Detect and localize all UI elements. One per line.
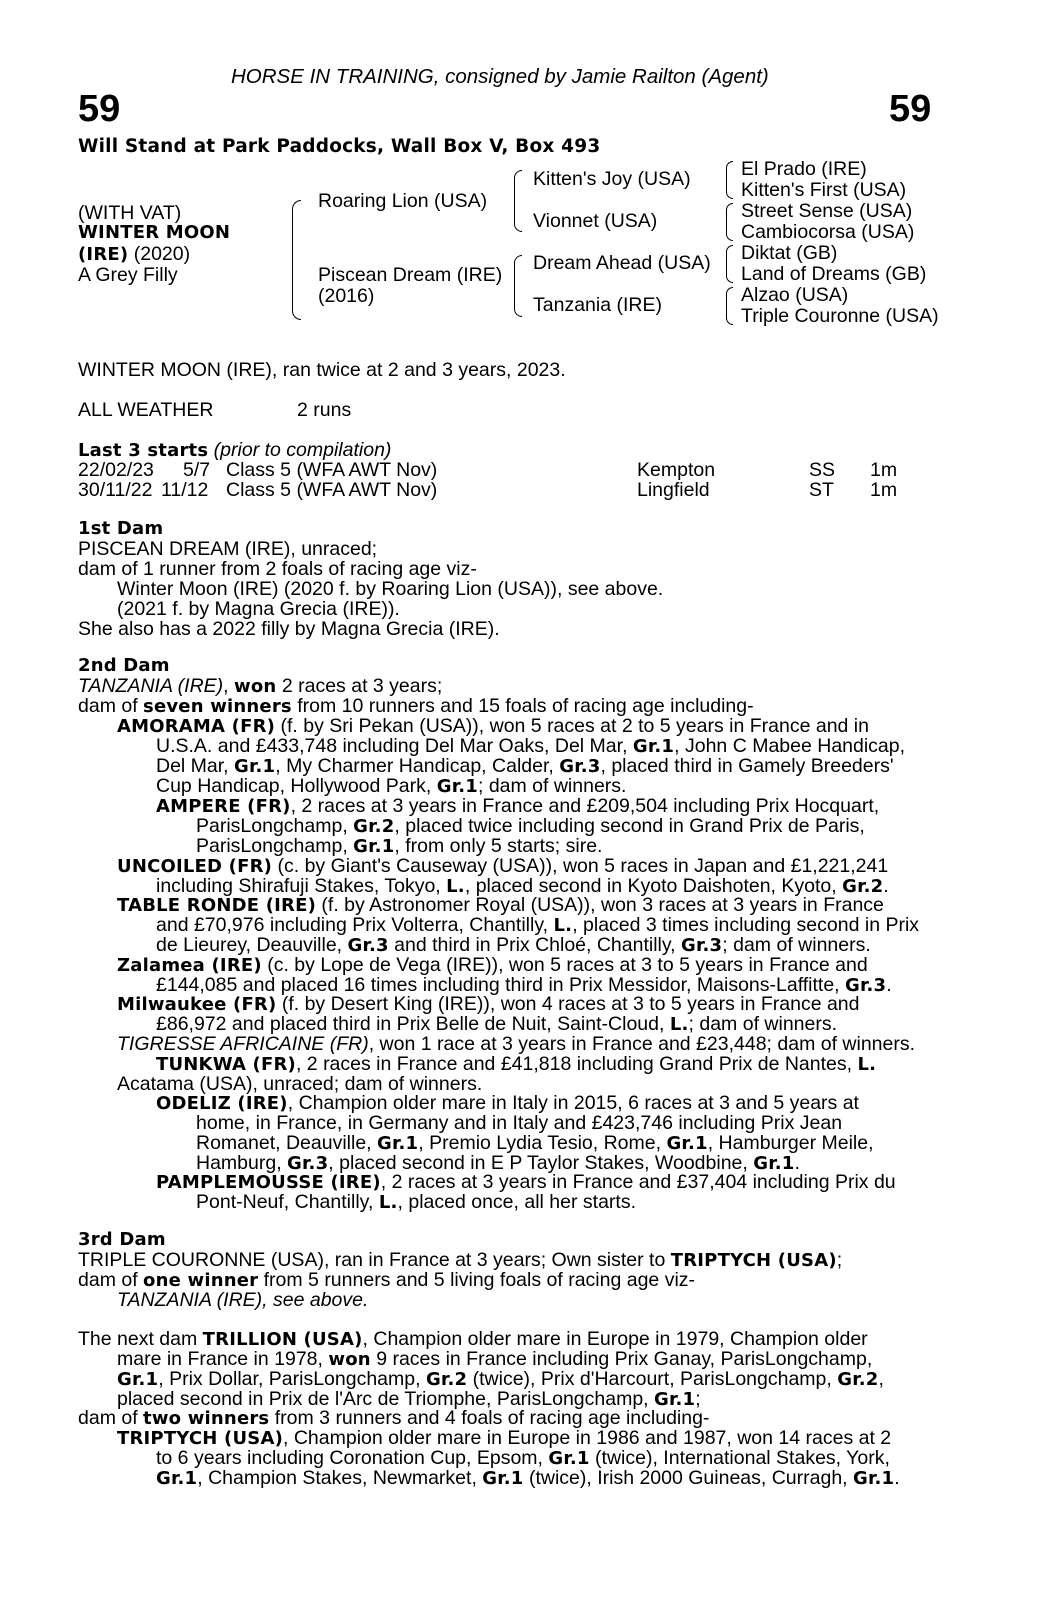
pedigree-sds: Street Sense (USA) <box>741 200 913 222</box>
pedigree-brace-3b <box>726 203 733 241</box>
produce-text: home, in France, in Germany and in Italy and £423,746 including Prix Jean <box>196 1112 843 1134</box>
start-position: 11/12 <box>161 479 209 501</box>
produce-pamplemousse: PAMPLEMOUSSE (IRE), 2 races at 3 years in France and £37,404 including Prix du <box>156 1171 896 1193</box>
pedigree-dsd: Land of Dreams (GB) <box>741 263 927 285</box>
second-dam-text: TANZANIA (IRE), won 2 races at 3 years; <box>78 675 443 697</box>
pedigree-sdd: Cambiocorsa (USA) <box>741 221 915 243</box>
produce-text: and £70,976 including Prix Volterra, Chantilly, L., placed 3 times including second in Prix <box>156 914 920 936</box>
produce-text: ParisLongchamp, Gr.2, placed twice including second in Grand Prix de Paris, <box>196 815 865 837</box>
produce-amorama: AMORAMA (FR) (f. by Sri Pekan (USA)), won 5 races at 2 to 5 years in France and in <box>117 715 869 737</box>
produce-text: Pont-Neuf, Chantilly, L., placed once, all her starts. <box>196 1191 636 1213</box>
start-date: 22/02/23 <box>78 459 154 481</box>
produce-text: £144,085 and placed 16 times including third in Prix Messidor, Maisons-Laffitte, Gr.3. <box>156 974 892 996</box>
next-dam-text: Gr.1, Prix Dollar, ParisLongchamp, Gr.2 (twice), Prix d'Harcourt, ParisLongchamp, Gr.2, <box>117 1368 884 1390</box>
next-dam-text: mare in France in 1978, won 9 races in France including Prix Ganay, ParisLongchamp, <box>117 1348 873 1370</box>
produce-triptych: TRIPTYCH (USA), Champion older mare in Europe in 1986 and 1987, won 14 races at 2 <box>117 1427 892 1449</box>
pedigree-ssd: Kitten's First (USA) <box>741 179 907 201</box>
produce-text: to 6 years including Coronation Cup, Epsom, Gr.1 (twice), International Stakes, York, <box>156 1447 890 1469</box>
produce-text: U.S.A. and £433,748 including Del Mar Oaks, Del Mar, Gr.1, John C Mabee Handicap, <box>156 735 906 757</box>
first-dam-heading: 1st Dam <box>78 518 164 539</box>
pedigree-brace-2a <box>514 170 522 232</box>
start-race: Class 5 (WFA AWT Nov) <box>226 459 438 481</box>
pedigree-brace-3c <box>726 245 733 283</box>
start-course: Lingfield <box>637 479 710 501</box>
third-dam-produce: TANZANIA (IRE), see above. <box>117 1289 369 1311</box>
last-starts-heading: Last 3 starts (prior to compilation) <box>78 439 392 461</box>
start-going: SS <box>809 459 836 481</box>
lot-number-left: 59 <box>78 88 121 130</box>
first-dam-text: dam of 1 runner from 2 foals of racing age viz- <box>78 558 477 580</box>
produce-text: Del Mar, Gr.1, My Charmer Handicap, Calder, Gr.3, placed third in Gamely Breeders' <box>156 755 894 777</box>
pedigree-brace-2b <box>514 255 522 317</box>
produce-table-ronde: TABLE RONDE (IRE) (f. by Astronomer Royal (USA)), won 3 races at 3 years in France <box>117 894 884 916</box>
produce-text: including Shirafuji Stakes, Tokyo, L., placed second in Kyoto Daishoten, Kyoto, Gr.2. <box>156 875 889 897</box>
second-dam-heading: 2nd Dam <box>78 655 170 676</box>
start-position: 5/7 <box>183 459 211 481</box>
produce-tunkwa: TUNKWA (FR), 2 races in France and £41,818 including Grand Prix de Nantes, L. <box>156 1053 877 1075</box>
start-course: Kempton <box>637 459 716 481</box>
third-dam-text: dam of one winner from 5 runners and 5 living foals of racing age viz- <box>78 1269 696 1291</box>
race-summary: WINTER MOON (IRE), ran twice at 2 and 3 years, 2023. <box>78 359 566 381</box>
next-dam-text: The next dam TRILLION (USA), Champion older mare in Europe in 1979, Champion older <box>78 1328 868 1350</box>
start-distance: 1m <box>870 459 898 481</box>
produce-uncoiled: UNCOILED (FR) (c. by Giant's Causeway (USA)), won 5 races in Japan and £1,221,241 <box>117 855 889 877</box>
first-dam-produce: (2021 f. by Magna Grecia (IRE)). <box>117 598 400 620</box>
produce-ampere: AMPERE (FR), 2 races at 3 years in France and £209,504 including Prix Hocquart, <box>156 795 880 817</box>
horse-name-year: (IRE) (2020) <box>78 243 191 265</box>
pedigree-dss: Diktat (GB) <box>741 242 838 264</box>
produce-zalamea: Zalamea (IRE) (c. by Lope de Vega (IRE)), won 5 races at 3 to 5 years in France and <box>117 954 868 976</box>
produce-text: Cup Handicap, Hollywood Park, Gr.1; dam of winners. <box>156 775 627 797</box>
produce-tigresse: TIGRESSE AFRICAINE (FR), won 1 race at 3 years in France and £23,448; dam of winners. <box>117 1033 916 1055</box>
produce-text: Romanet, Deauville, Gr.1, Premio Lydia Tesio, Rome, Gr.1, Hamburger Meile, <box>196 1132 874 1154</box>
pedigree-dds: Alzao (USA) <box>741 284 849 306</box>
pedigree-dd: Tanzania (IRE) <box>533 294 662 316</box>
vat-label: (WITH VAT) <box>78 202 182 224</box>
second-dam-text: dam of seven winners from 10 runners and 15 foals of racing age including- <box>78 695 754 717</box>
produce-text: £86,972 and placed third in Prix Belle de Nuit, Saint-Cloud, L.; dam of winners. <box>156 1013 838 1035</box>
pedigree-sire: Roaring Lion (USA) <box>318 190 488 212</box>
stable-location: Will Stand at Park Paddocks, Wall Box V, Box 493 <box>78 136 601 157</box>
horse-name: WINTER MOON <box>78 222 231 243</box>
start-distance: 1m <box>870 479 898 501</box>
third-dam-heading: 3rd Dam <box>78 1229 166 1250</box>
pedigree-dam-year: (2016) <box>318 285 375 307</box>
pedigree-dam: Piscean Dream (IRE) <box>318 264 503 286</box>
pedigree-brace-3a <box>726 161 733 199</box>
horse-description: A Grey Filly <box>78 264 178 286</box>
produce-text: Gr.1, Champion Stakes, Newmarket, Gr.1 (twice), Irish 2000 Guineas, Curragh, Gr.1. <box>156 1467 900 1489</box>
pedigree-brace-1 <box>292 200 301 320</box>
produce-text: ParisLongchamp, Gr.1, from only 5 starts; sire. <box>196 835 603 857</box>
lot-number-right: 59 <box>889 88 932 130</box>
consignment-title: HORSE IN TRAINING, consigned by Jamie Railton (Agent) <box>231 65 769 88</box>
produce-acatama: Acatama (USA), unraced; dam of winners. <box>117 1073 483 1095</box>
pedigree-ds: Dream Ahead (USA) <box>533 252 711 274</box>
all-weather-value: 2 runs <box>297 399 352 421</box>
first-dam-produce: Winter Moon (IRE) (2020 f. by Roaring Lion (USA)), see above. <box>117 578 664 600</box>
start-race: Class 5 (WFA AWT Nov) <box>226 479 438 501</box>
pedigree-brace-3d <box>726 287 733 325</box>
next-dam-text: placed second in Prix de l'Arc de Triomphe, ParisLongchamp, Gr.1; <box>117 1388 701 1410</box>
first-dam-text: PISCEAN DREAM (IRE), unraced; <box>78 538 378 560</box>
start-date: 30/11/22 <box>78 479 153 501</box>
next-dam-text: dam of two winners from 3 runners and 4 foals of racing age including- <box>78 1407 710 1429</box>
pedigree-sd: Vionnet (USA) <box>533 210 658 232</box>
produce-text: Hamburg, Gr.3, placed second in E P Taylor Stakes, Woodbine, Gr.1. <box>196 1152 800 1174</box>
pedigree-ddd: Triple Couronne (USA) <box>741 305 939 327</box>
start-going: ST <box>809 479 834 501</box>
third-dam-text: TRIPLE COURONNE (USA), ran in France at 3 years; Own sister to TRIPTYCH (USA); <box>78 1249 843 1271</box>
produce-text: de Lieurey, Deauville, Gr.3 and third in Prix Chloé, Chantilly, Gr.3; dam of winners. <box>156 934 871 956</box>
all-weather-label: ALL WEATHER <box>78 399 214 421</box>
produce-milwaukee: Milwaukee (FR) (f. by Desert King (IRE)), won 4 races at 3 to 5 years in France and <box>117 993 860 1015</box>
pedigree-ss: Kitten's Joy (USA) <box>533 168 691 190</box>
first-dam-text: She also has a 2022 filly by Magna Grecia (IRE). <box>78 618 500 640</box>
produce-odeliz: ODELIZ (IRE), Champion older mare in Italy in 2015, 6 races at 3 and 5 years at <box>156 1092 859 1114</box>
pedigree-sss: El Prado (IRE) <box>741 158 867 180</box>
